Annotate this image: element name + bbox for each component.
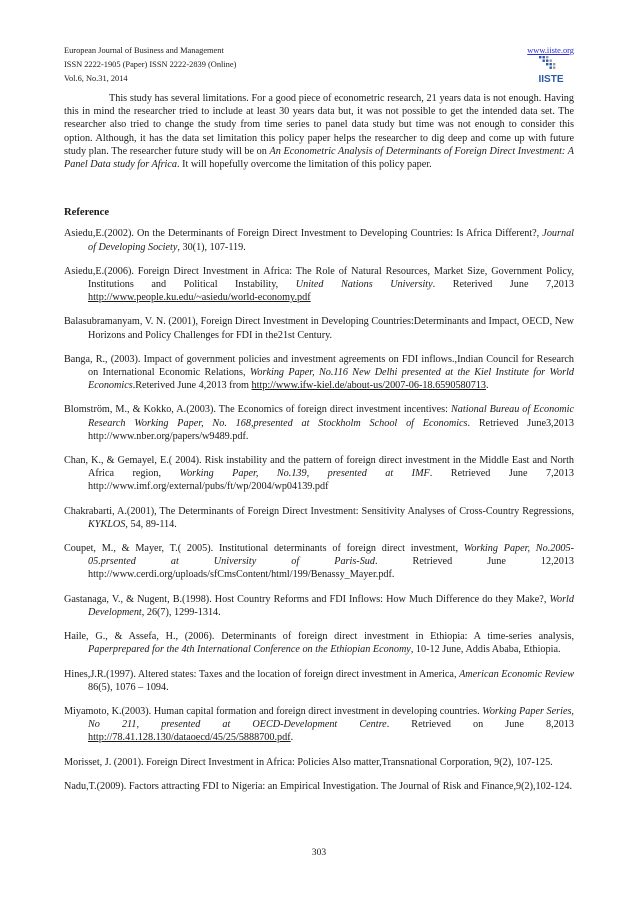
reference-entry [64, 454, 574, 494]
reference-link[interactable]: http://78.41.128.130/dataoecd/45/25/5888700.pdf [88, 732, 291, 744]
reference-list [64, 227, 574, 793]
reference-italic-text: United Nations University [295, 279, 433, 291]
reference-text: , 10-12 June, Addis Ababa, Ethiopia. [410, 644, 561, 656]
reference-text: , 26(7), 1299-1314. [141, 606, 221, 618]
reference-italic-text: National Bureau of Economic Research Working Paper, No. 168,presented at Stockholm School of Economics [88, 404, 574, 429]
issn-line: ISSN 2222-1905 (Paper) ISSN 2222-2839 (Online) [64, 60, 237, 69]
reference-italic-text: Working Paper Series, No 211, presented at OECD-Development Centre [88, 705, 574, 731]
reference-text: , 30(1), 107-119. [177, 241, 246, 253]
reference-text: Balasubramanyam, V. N. (2001), Foreign Direct Investment in Developing Countries:Determinants and Impact, OECD, New Horizons and Policy Challenges for FDI in the21st Century. [64, 316, 574, 341]
reference-italic-text: Journal of Developing Society [88, 228, 574, 253]
page-number: 303 [311, 847, 327, 858]
reference-text: Chakrabarti, A.(2001), The Determinants of Foreign Direct Investment: Sensitivity Analyses of Cross-Country Regressions, [64, 505, 574, 517]
reference-text: Coupet, M., & Mayer, T.( 2005). Institutional determinants of foreign direct investment, [64, 543, 464, 555]
logo-lettering: IISTE [538, 74, 564, 85]
page-content [64, 92, 574, 804]
reference-text: Banga, R., (2003). Impact of government policies and investment agreements on FDI inflows.,Indian Council for Research on International Economic Relations, [64, 353, 574, 379]
reference-text: . Retrieved June3,2013 http://www.nber.org/papers/w9489.pdf. [88, 417, 574, 442]
reference-italic-text: American Economic Review [459, 668, 574, 680]
reference-text: . Retrieved June 12,2013 http://www.cerdi.org/uploads/sfCmsContent/html/199/Benassy_Mayer.pdf. [88, 556, 575, 581]
volume-line: Vol.6, No.31, 2014 [64, 74, 128, 83]
reference-text: . Retrieved June 7,2013 http://www.imf.org/external/pubs/ft/wp/2004/wp04139.pdf [88, 468, 575, 493]
reference-link[interactable]: http://www.ifw-kiel.de/about-us/2007-06-18.6590580713 [251, 380, 487, 392]
reference-text: Gastanaga, V., & Nugent, B.(1998). Host Country Reforms and FDI Inflows: How Much Difference do they Make?, [64, 593, 550, 605]
limitations-paragraph: This study has several limitations. For a good piece of econometric research, 21 years data is not enough. Having this in mind the researcher tried to include at least 30 years data but, it was not possible to get the intended data set. The researcher also tried to change the study from time series to panel data study but time was not enough to consider this option. Although, it has the data set limitation this policy paper helps the researcher to dig deep and come up with future study plan. The researcher future study will be on An Econometric Analysis of Determinants of Foreign Direct Investment: A Panel Data study for Africa. It will hopefully overcome the limitation of this policy paper. [64, 93, 574, 171]
reference-entry [64, 542, 574, 582]
reference-entry [64, 780, 574, 793]
reference-entry [64, 505, 574, 531]
reference-italic-text: Working Paper, No.2005-05.prsented at University of Paris-Sud [88, 543, 575, 568]
reference-entry [64, 630, 574, 656]
reference-text: Asiedu,E.(2002). On the Determinants of Foreign Direct Investment to Developing Countries: Is Africa Different?, [64, 228, 543, 240]
reference-entry [64, 403, 574, 443]
reference-text: Morisset, J. (2001). Foreign Direct Investment in Africa: Policies Also matter,Transnational Corporation, 9(2), 107-125. [64, 756, 553, 768]
reference-text: , 54, 89-114. [125, 518, 177, 530]
reference-text: . Retrieved on June 8,2013 [386, 719, 574, 731]
reference-text: Miyamoto, K.(2003). Human capital formation and foreign direct investment in developing countries. [64, 705, 483, 717]
reference-entry [64, 315, 574, 341]
reference-text: Hines,J.R.(1997). Altered states: Taxes and the location of foreign direct investment in America, [64, 668, 460, 680]
reference-text: Blomström, M., & Kokko, A.(2003). The Economics of foreign direct investment incentives: [64, 404, 451, 416]
journal-url-link[interactable]: www.iiste.org [527, 46, 574, 55]
reference-text: . [486, 380, 489, 392]
reference-text: Asiedu,E.(2006). Foreign Direct Investment in Africa: The Role of Natural Resources, Market Size, Government Policy, Institutions and Political Instability, [64, 265, 574, 291]
reference-italic-text: Working Paper, No.139, presented at IMF [179, 468, 430, 480]
reference-italic-text: KYKLOS [88, 518, 126, 530]
reference-italic-text: World Development [88, 593, 574, 618]
reference-entry [64, 756, 574, 769]
reference-entry [64, 353, 574, 393]
journal-header [64, 44, 574, 86]
iiste-logo [531, 56, 571, 86]
journal-title: European Journal of Business and Management [64, 46, 224, 55]
reference-link[interactable]: http://www.people.ku.edu/~asiedu/world-economy.pdf [88, 292, 311, 304]
reference-text: . Reterived June 7,2013 [432, 279, 574, 291]
reference-italic-text: Working Paper, No.116 New Delhi presented at the Kiel Institute for World Economics [88, 367, 574, 392]
reference-text: Nadu,T.(2009). Factors attracting FDI to Nigeria: an Empirical Investigation. The Journal of Risk and Finance,9(2),102-124. [64, 780, 573, 792]
reference-entry [64, 705, 574, 745]
reference-text: .Reterived June 4,2013 from [132, 380, 252, 392]
reference-italic-text: Paperprepared for the 4th International Conference on the Ethiopian Economy [88, 644, 411, 656]
reference-heading: Reference [64, 207, 110, 219]
reference-text: Haile, G., & Assefa, H., (2006). Determinants of foreign direct investment in Ethiopia: A time-series analysis, [64, 631, 574, 643]
reference-text: 86(5), 1076 – 1094. [88, 681, 169, 693]
reference-entry [64, 668, 574, 694]
reference-text: Chan, K., & Gemayel, E.( 2004). Risk instability and the pattern of foreign direct investment in the Middle East and North Africa region, [64, 455, 574, 480]
reference-text: . [290, 732, 294, 744]
reference-entry [64, 265, 574, 305]
reference-entry [64, 227, 574, 253]
reference-entry [64, 593, 574, 619]
